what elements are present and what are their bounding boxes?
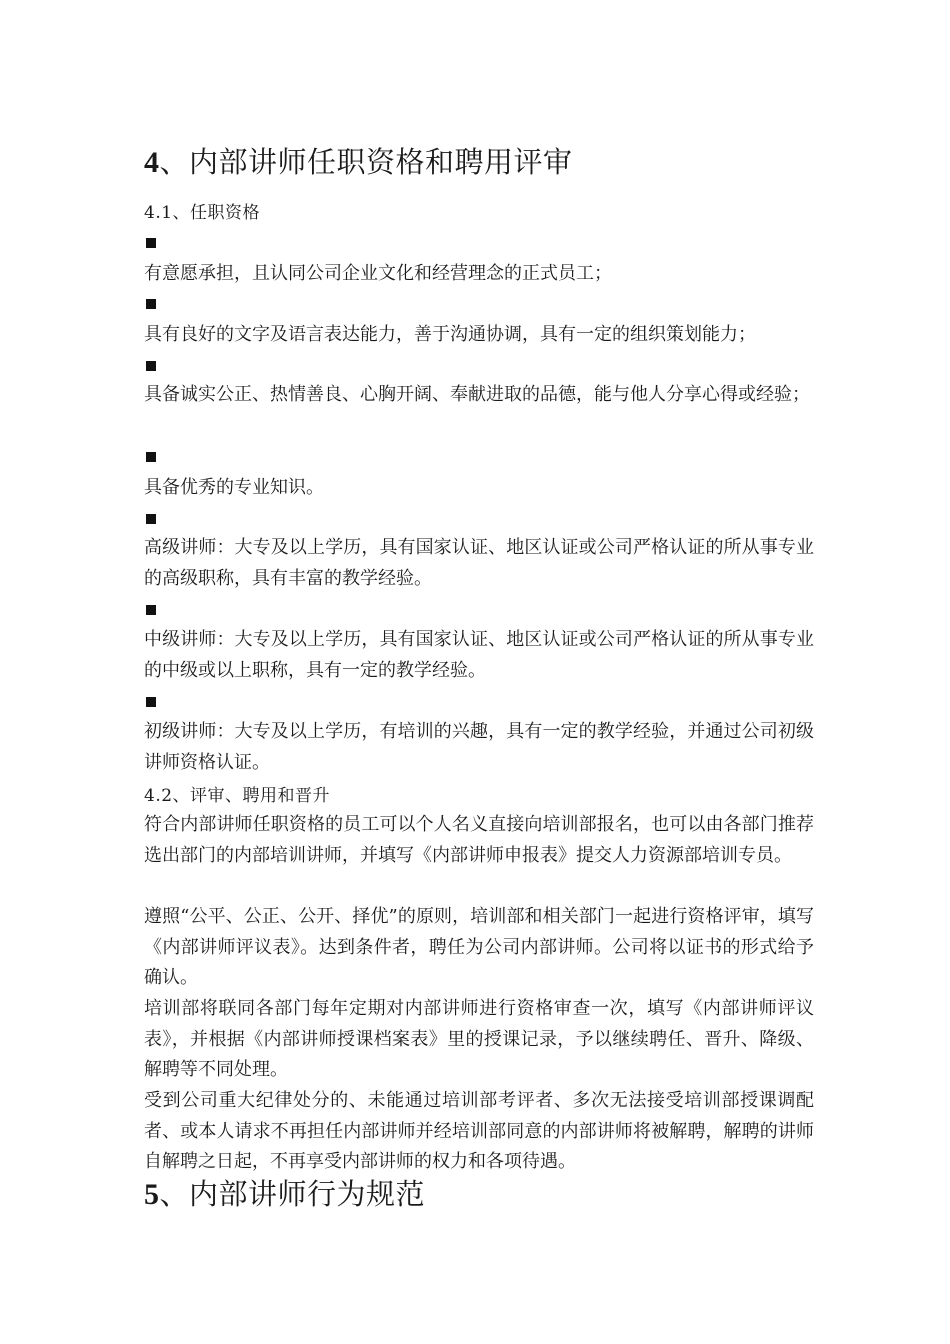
review-paragraph-3: 培训部将联同各部门每年定期对内部讲师进行资格审查一次，填写《内部讲师评议表》，并根据《内部讲师授课档案表》里的授课记录，予以继续聘任、晋升、降级、解聘等不同处理。 — [144, 998, 814, 1081]
qualification-item-4: 具备优秀的专业知识。 — [144, 477, 324, 498]
qualification-intermediate-lecturer: 中级讲师：大专及以上学历，具有国家认证、地区认证或公司严格认证的所从事专业的中级或以上职称，具有一定的教学经验。 — [144, 629, 814, 681]
qualification-senior-lecturer: 高级讲师：大专及以上学历，具有国家认证、地区认证或公司严格认证的所从事专业的高级职称，具有丰富的教学经验。 — [144, 537, 814, 589]
bullet-marker — [146, 697, 156, 707]
qualification-item-3: 具备诚实公正、热情善良、心胸开阔、奉献进取的品德，能与他人分享心得或经验； — [144, 384, 810, 405]
bullet-marker — [146, 361, 156, 371]
section-4-number: 4 — [144, 146, 160, 179]
section-4-heading — [144, 142, 573, 183]
section-5-number: 5 — [144, 1178, 160, 1211]
review-paragraph-2: 遵照“公平、公正、公开、择优”的原则，培训部和相关部门一起进行资格评审，填写《内部讲师评议表》。达到条件者，聘任为公司内部讲师。公司将以证书的形式给予确认。 — [144, 906, 814, 989]
bullet-marker — [146, 238, 156, 248]
qualification-junior-lecturer: 初级讲师：大专及以上学历，有培训的兴趣，具有一定的教学经验，并通过公司初级讲师资格认证。 — [144, 721, 814, 773]
section-4-title: 、内部讲师任职资格和聘用评审 — [159, 145, 573, 179]
qualification-item-2: 具有良好的文字及语言表达能力，善于沟通协调，具有一定的组织策划能力； — [144, 324, 756, 345]
section-5-title: 、内部讲师行为规范 — [159, 1177, 426, 1211]
bullet-marker — [146, 299, 156, 309]
bullet-marker — [146, 514, 156, 524]
qualification-item-1: 有意愿承担，且认同公司企业文化和经营理念的正式员工； — [144, 263, 612, 284]
review-paragraph-1: 符合内部讲师任职资格的员工可以个人名义直接向培训部报名，也可以由各部门推荐选出部门的内部培训讲师，并填写《内部讲师申报表》提交人力资源部培训专员。 — [144, 814, 814, 866]
review-paragraph-4: 受到公司重大纪律处分的、未能通过培训部考评者、多次无法接受培训部授课调配者、或本人请求不再担任内部讲师并经培训部同意的内部讲师将被解聘，解聘的讲师自解聘之日起，不再享受内部讲师的权力和各项待遇。 — [144, 1090, 814, 1173]
bullet-marker — [146, 452, 156, 462]
bullet-marker — [146, 605, 156, 615]
section-5-heading — [144, 1174, 425, 1215]
subsection-4-2-heading: 4.2、评审、聘用和晋升 — [144, 786, 331, 806]
subsection-4-1-heading: 4.1、任职资格 — [144, 203, 261, 223]
